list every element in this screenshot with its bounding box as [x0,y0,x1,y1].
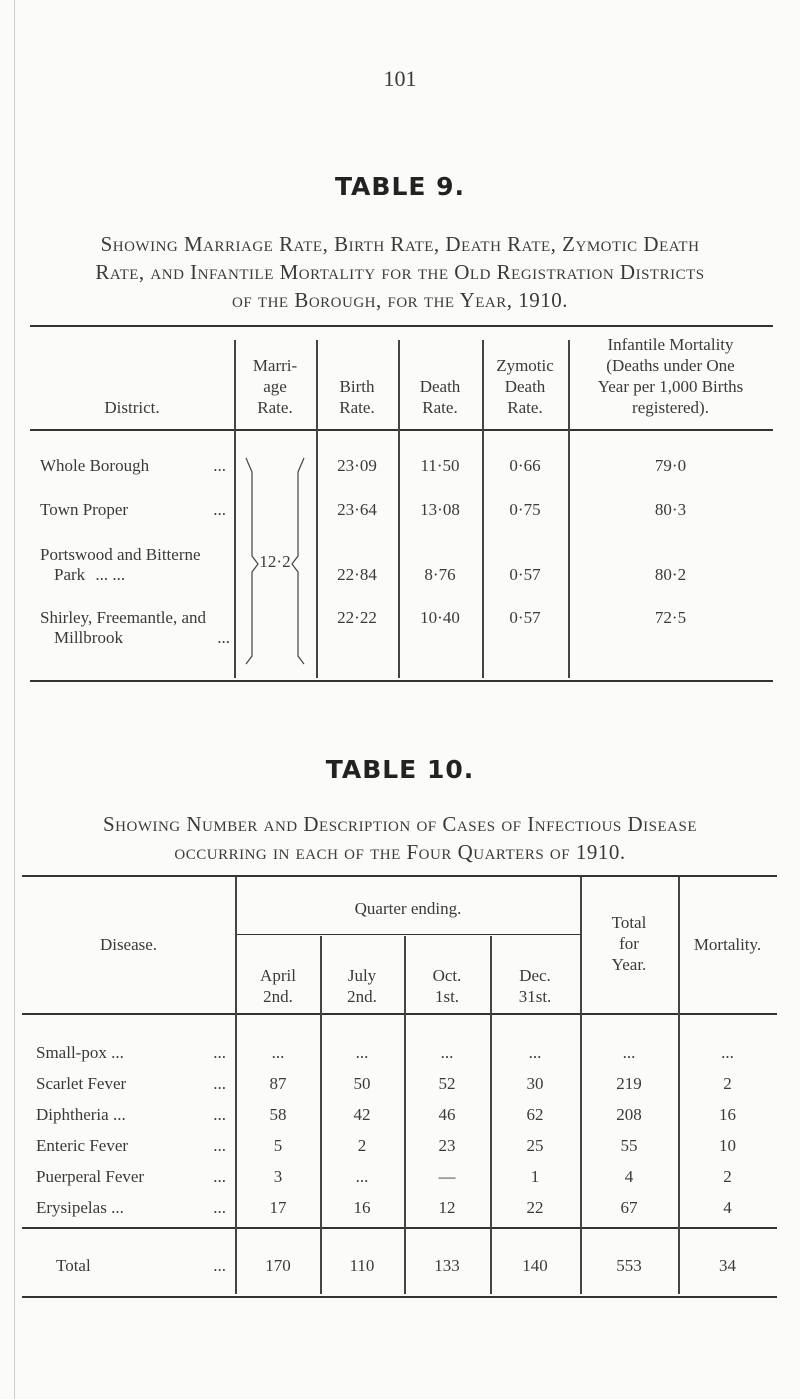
table10-cell: ... [622,1043,636,1062]
table9-header-rule [30,429,773,431]
table10-cell: ... [528,1043,542,1062]
table9-row-district: Whole Borough ... [40,456,226,475]
table9-row-infantile: 72·5 [654,608,687,627]
table10-bottom-rule [22,1296,777,1298]
table9-header-marriage: Marri- age Rate. [252,356,298,417]
table10-cell: ... [440,1043,454,1062]
table9-row-birth: 23·64 [337,500,377,519]
table10-row-disease: Scarlet Fever ... [36,1074,226,1093]
table10-cell: ... [355,1043,369,1062]
table9-row-death: 13·08 [420,500,460,519]
table9-row-zymotic: 0·57 [509,565,541,584]
table9-caption-line2: Rate, and Infantile Mortality for the Old Registration Districts [95,260,705,284]
table10-cell: 46 [438,1105,456,1124]
table9-row-death: 10·40 [420,608,460,627]
table9-header-zymotic: Zymotic Death Rate. [496,356,554,417]
table10-cell: ... [721,1043,734,1062]
table9-row-infantile: 79·0 [654,456,687,475]
table10-cell: 50 [353,1074,371,1093]
table10-cell: 87 [269,1074,287,1093]
table10-header-q2: July 2nd. [347,966,377,1006]
table10-cell: 58 [269,1105,287,1124]
page-margin-line [14,0,15,1399]
table10-cell: 42 [353,1105,371,1124]
table10-cell: 52 [438,1074,456,1093]
table10-total-rule [22,1227,777,1229]
table10-header-q4: Dec. 31st. [518,966,552,1006]
table10-cell: 208 [616,1105,642,1124]
table9-row-district: Town Proper ... [40,500,226,519]
table10-header-quarter-ending: Quarter ending. [354,899,462,918]
table10-total-cell: 140 [522,1256,548,1275]
table9-caption-line1: Showing Marriage Rate, Birth Rate, Death Rate, Zymotic Death [100,232,700,256]
table10-title: TABLE 10. [325,755,475,784]
table9-row-birth: 22·22 [337,608,377,627]
table10-header-q1: April 2nd. [260,966,296,1006]
table10-total-cell: 553 [616,1256,642,1275]
table10-cell: 1 [530,1167,540,1186]
table9-row-zymotic: 0·57 [509,608,541,627]
table10-cell: 55 [620,1136,638,1155]
table10-total-cell: 34 [719,1256,736,1275]
table10-cell: 2 [723,1167,732,1186]
table10-header-q3: Oct. 1st. [432,966,462,1006]
table10-cell: 67 [620,1198,638,1217]
table9-caption-line3: of the Borough, for the Year, 1910. [232,288,568,312]
table10-top-rule [22,875,777,877]
table9-row-zymotic: 0·66 [509,456,541,475]
table9-row-infantile: 80·2 [654,565,687,584]
table10-total-cell: 110 [349,1256,375,1275]
table10-total-cell: 170 [265,1256,291,1275]
table10-cell: 17 [269,1198,287,1217]
table10-row-disease: Diphtheria ... ... [36,1105,226,1124]
table9-row-death: 8·76 [424,565,456,584]
table10-cell: 16 [353,1198,371,1217]
table9-row-zymotic: 0·75 [509,500,541,519]
table10-cell: ... [271,1043,285,1062]
table10-header-mortality: Mortality. [693,935,762,954]
table10-cell: ... [355,1167,369,1186]
table9-title: TABLE 9. [334,172,466,201]
table9-marriage-brace [240,452,310,668]
table10-cell: 12 [438,1198,456,1217]
table9-top-rule [30,325,773,327]
table10-cell: 16 [719,1105,736,1124]
table10-cell: 219 [616,1074,642,1093]
table10-cell: 30 [526,1074,544,1093]
table10-header-total: Total for Year. [611,913,647,974]
table9-row-infantile: 80·3 [654,500,687,519]
table10-cell: 4 [723,1198,732,1217]
table9-header-birth: Birth Rate. [339,377,375,417]
table9-bottom-rule [30,680,773,682]
table9-header-district: District. [104,398,160,417]
table10-cell: 10 [719,1136,736,1155]
table10-cell: 4 [624,1167,634,1186]
table9-row-death: 11·50 [420,456,460,475]
table9-row-birth: 22·84 [337,565,377,584]
page-number: 101 [383,66,417,91]
table10-total-cell: 133 [434,1256,460,1275]
table9-row-district: Shirley, Freemantle, and Millbrook ... [40,608,230,647]
table10-cell: 25 [526,1136,544,1155]
table9-row-district: Portswood and Bitterne Park ... ... [40,545,201,584]
table9-row-birth: 23·09 [337,456,377,475]
table9-header-infantile: Infantile Mortality (Deaths under One Year per 1,000 Births registered). [597,335,744,417]
table10-cell: 23 [438,1136,456,1155]
table10-quarter-rule [236,934,580,935]
table9-header-death: Death Rate. [419,377,461,417]
table10-row-disease: Small-pox ... ... [36,1043,226,1062]
table10-caption-line1: Showing Number and Description of Cases of Infectious Disease [102,812,698,836]
table10-cell: 62 [526,1105,544,1124]
table9-marriage-rate: 12·2 [259,552,291,571]
table10-row-disease: Enteric Fever ... [36,1136,226,1155]
table10-cell: 3 [273,1167,283,1186]
table10-cell: 2 [357,1136,367,1155]
table10-caption-line2: occurring in each of the Four Quarters of 1910. [174,840,626,864]
table10-total-label: Total ... [56,1256,226,1275]
table10-cell: 2 [723,1074,732,1093]
table10-cell: 5 [273,1136,283,1155]
table10-row-disease: Puerperal Fever ... [36,1167,226,1186]
table10-row-disease: Erysipelas ... ... [36,1198,226,1217]
table10-header-disease: Disease. [99,935,158,954]
table10-cell: 22 [526,1198,544,1217]
table10-cell: — [438,1167,456,1186]
table10-header-rule [22,1013,777,1015]
